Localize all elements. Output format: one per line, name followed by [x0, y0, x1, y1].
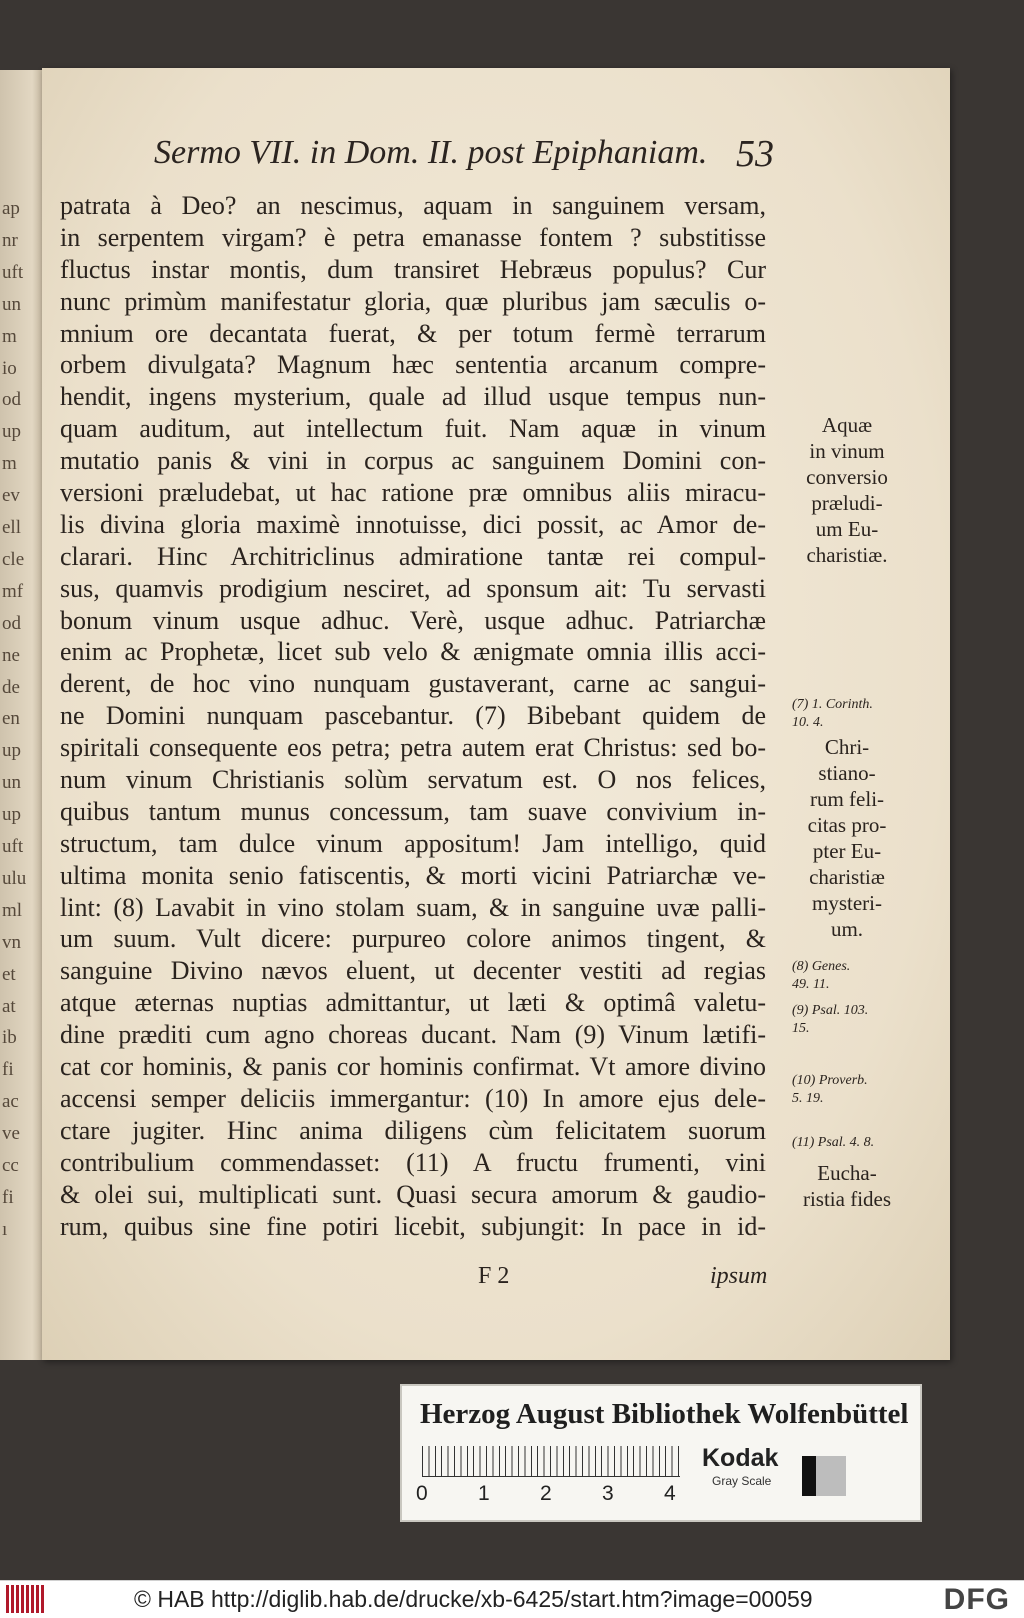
- text-line: sus, quamvis prodigium nesciret, ad sponsum ait: Tu servasti: [60, 573, 766, 603]
- footer-link[interactable]: © HAB http://diglib.hab.de/drucke/xb-6425/start.htm?image=00059: [134, 1586, 813, 1612]
- text-line: mutatio panis & vini in corpus ac sanguinem Domini con-: [60, 446, 766, 476]
- previous-page-fragment: ve: [2, 1123, 20, 1145]
- previous-page-fragment: od: [2, 612, 21, 634]
- previous-page-fragment: m: [2, 325, 17, 347]
- previous-page-fragment: up: [2, 421, 21, 443]
- text-line: versioni præludebat, ut hac ratione præ omnibus aliis miracu-: [60, 478, 766, 508]
- previous-page-fragment: ac: [2, 1091, 19, 1113]
- previous-page-fragment: un: [2, 293, 21, 315]
- ruler-numbers: [416, 1482, 696, 1508]
- text-line: quam auditum, aut intellectum fuit. Nam aquæ in vinum: [60, 414, 766, 444]
- previous-page-fragment: et: [2, 963, 16, 985]
- text-line: structum, tam dulce vinum appositum! Jam intelligo, quid: [60, 828, 766, 858]
- ruler-number: 3: [602, 1482, 614, 1505]
- previous-page-fragment: ib: [2, 1027, 17, 1049]
- previous-page-fragment: ev: [2, 485, 20, 507]
- previous-page-fragment: vn: [2, 931, 21, 953]
- gray-scale-label: Gray Scale: [712, 1474, 772, 1488]
- text-line: sanguine Divino nævos eluent, ut decenter vestiti ad regias: [60, 956, 766, 986]
- previous-page-fragment: up: [2, 804, 21, 826]
- text-line: clarari. Hinc Architriclinus admiratione tantæ rei compul-: [60, 541, 766, 571]
- text-line: ne Domini nunquam pascebantur. (7) Bibebant quidem de: [60, 701, 766, 731]
- text-line: patrata à Deo? an nescimus, aquam in sanguinem versam,: [60, 191, 766, 220]
- text-line: rum, quibus sine fine potiri licebit, subjungit: In pace in id-: [60, 1211, 766, 1241]
- hab-logo-icon: [6, 1585, 46, 1613]
- marginal-reference-7: (7) 1. Corinth. 10. 4.: [792, 697, 873, 730]
- previous-page-fragment: mf: [2, 580, 24, 602]
- marginal-reference-11: (11) Psal. 4. 8.: [792, 1135, 875, 1150]
- ruler-number: 4: [664, 1482, 676, 1505]
- running-head: Sermo VII. in Dom. II. post Epiphaniam.: [154, 134, 708, 171]
- previous-page-fragment: at: [2, 995, 16, 1017]
- signature-mark: F 2: [478, 1263, 510, 1289]
- text-line: enim ac Prophetæ, licet sub velo & ænigmate omnia illis acci-: [60, 637, 766, 667]
- marginal-note-eucharistia: Eucha- ristia fides: [802, 1161, 892, 1211]
- text-line: ctare jugiter. Hinc anima diligens cùm felicitatem suorum: [60, 1115, 766, 1145]
- color-calibration-card: [400, 1384, 922, 1522]
- previous-page-fragment: ell: [2, 517, 21, 538]
- ruler-number: 2: [540, 1482, 552, 1505]
- previous-page-fragment: uft: [2, 836, 24, 857]
- text-line: & olei sui, multiplicati sunt. Quasi secura amorum & gaudio-: [60, 1179, 766, 1209]
- previous-page-fragment: ml: [2, 899, 23, 921]
- footer-bar: [0, 1580, 1024, 1618]
- previous-page-fragment: od: [2, 389, 21, 411]
- text-line: mnium ore decantata fuerat, & per totum fermè terrarum: [60, 318, 766, 348]
- previous-page-fragment: un: [2, 772, 21, 794]
- text-line: num vinum Christianis solùm servatum est. O nos felices,: [60, 765, 766, 795]
- text-line: cat cor hominis, & panis cor hominis confirmat. Vt amore divino: [60, 1052, 766, 1082]
- book-page: [42, 68, 950, 1360]
- previous-page-fragment: io: [2, 357, 17, 379]
- previous-page-fragment: up: [2, 740, 21, 762]
- page-number: 53: [736, 133, 774, 175]
- text-line: um suum. Vult dicere: purpureo colore animos tingent, &: [60, 924, 766, 954]
- previous-page-fragment: ne: [2, 644, 20, 666]
- text-line: dine præditi cum agno choreas ducant. Nam (9) Vinum lætifi-: [60, 1020, 766, 1050]
- kodak-logo: Kodak: [702, 1444, 779, 1472]
- previous-page-edge: [0, 70, 46, 1360]
- text-line: contribulium commendasset: (11) A fructu frumenti, vini: [60, 1147, 766, 1177]
- marginal-reference-8: (8) Genes. 49. 11.: [792, 959, 851, 992]
- text-line: spiritali consequente eos petra; petra autem erat Christus: sed bo-: [60, 733, 766, 763]
- marginal-reference-9: (9) Psal. 103. 15.: [792, 1003, 869, 1036]
- text-line: fluctus instar montis, dum transiret Hebræus populus? Cur: [60, 254, 766, 284]
- body-text: [60, 190, 892, 1242]
- marginal-note-aquae: Aquæ in vinum conversio præludi- um Eu- charistiæ.: [806, 413, 888, 567]
- text-line: orbem divulgata? Magnum hæc sententia arcanum compre-: [60, 350, 766, 380]
- text-line: derent, de hoc vino nunquam gustaverant, carne ac sangui-: [60, 669, 766, 699]
- text-line: hendit, ingens mysterium, quale ad illud usque tempus nun-: [60, 382, 766, 412]
- ruler-number: 0: [416, 1482, 428, 1505]
- text-line: bonum vinum usque adhuc. Verè, usque adhuc. Patriarchæ: [60, 605, 766, 635]
- dfg-logo: DFG: [943, 1583, 1010, 1616]
- gray-swatch: [816, 1456, 846, 1496]
- previous-page-fragment: fi: [2, 1186, 14, 1208]
- previous-page-fragment: ulu: [2, 867, 27, 889]
- text-line: quibus tantum munus concessum, tam suave convivium in-: [60, 796, 766, 826]
- previous-page-fragment: cle: [2, 548, 25, 570]
- text-line: lint: (8) Lavabit in vino stolam suam, & in sanguine uvæ palli-: [60, 892, 766, 922]
- black-swatch: [802, 1456, 816, 1496]
- text-line: accensi semper deliciis immergantur: (10) In amore ejus dele-: [60, 1083, 766, 1113]
- previous-page-fragment: cc: [2, 1155, 19, 1176]
- text-line: ultima monita senio fatiscentis, & morti vicini Patriarchæ ve-: [60, 860, 766, 890]
- previous-page-fragment: ı: [2, 1218, 8, 1240]
- text-line: lis divina gloria maximè innotuisse, dici possit, ac Amor de-: [60, 509, 766, 539]
- text-line: nunc primùm manifestatur gloria, quæ pluribus jam sæculis o-: [60, 286, 766, 316]
- previous-page-fragment: uft: [2, 261, 24, 283]
- text-line: atque æternas nuptias admittantur, ut læti & optimâ valetu-: [60, 988, 766, 1018]
- previous-page-fragment: en: [2, 708, 20, 730]
- previous-page-fragment: ap: [2, 198, 20, 219]
- ruler-number: 1: [478, 1482, 490, 1505]
- previous-page-fragment: m: [2, 453, 17, 475]
- marginal-note-christianorum: Chri- stiano- rum feli- citas pro- pter Eu- charistiæ mysteri- um.: [807, 735, 887, 941]
- library-name: Herzog August Bibliothek Wolfenbüttel: [420, 1398, 909, 1430]
- text-line: in serpentem virgam? è petra emanasse fontem ? substitisse: [60, 222, 766, 252]
- previous-page-fragment: fi: [2, 1059, 14, 1081]
- marginal-reference-10: (10) Proverb. 5. 19.: [792, 1073, 868, 1106]
- previous-page-fragment: nr: [2, 229, 18, 251]
- scale-ruler: [422, 1446, 680, 1477]
- catchword: ipsum: [710, 1263, 768, 1289]
- previous-page-fragment: de: [2, 676, 20, 698]
